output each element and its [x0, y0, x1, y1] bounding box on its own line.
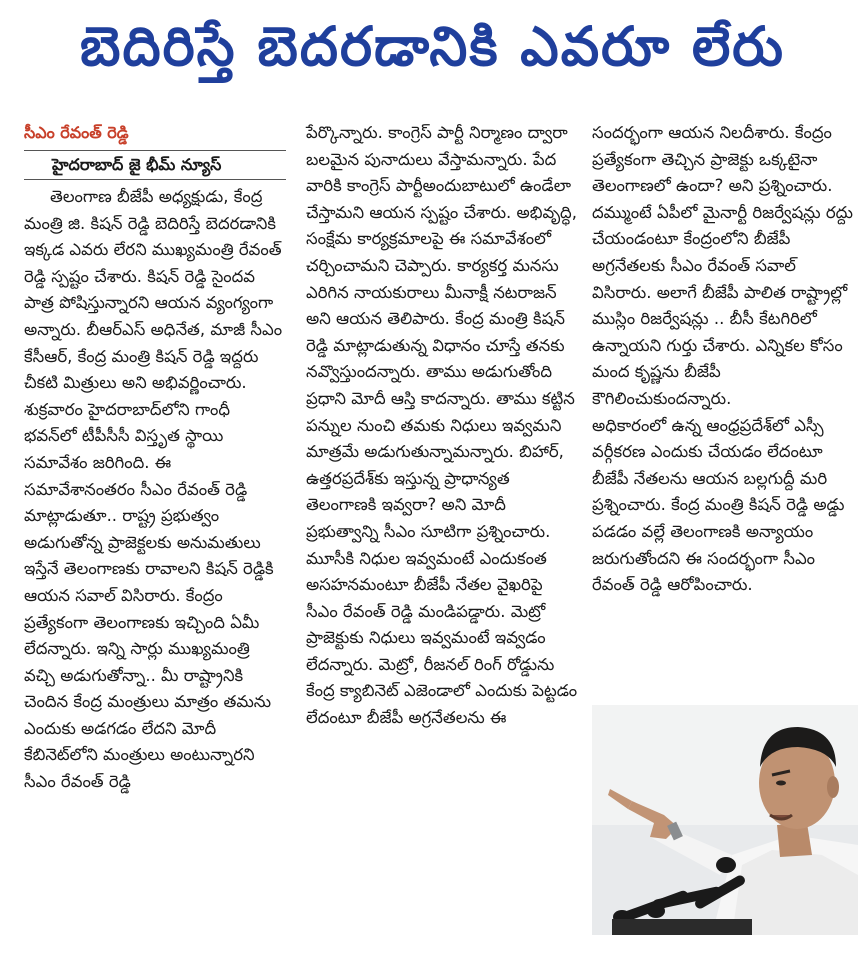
speaker-illustration — [592, 705, 858, 935]
headline: బెదిరిస్తే బెదరడానికి ఎవరూ లేరు — [80, 15, 785, 78]
article-column-3 — [592, 120, 854, 599]
byline: సీఎం రేవంత్ రెడ్డి — [24, 123, 129, 142]
article-paragraph: అధికారంలో ఉన్న ఆంధ్రప్రదేశ్‌లో ఎస్సీ వర్గీకరణ ఎందుకు చేయడం లేదంటూ బీజేపీ నేతలను ఆయన బల్లగుద్దీ మరి ప్రశ్నించారు. కేంద్ర మంత్రి కిషన్ రెడ్డి అడ్డు పడడం వల్లే తెలంగాణకి అన్యాయం జరుగుతోందని ఈ సందర్భంగా సీఎం రేవంత్ రెడ్డి ఆరోపించారు. — [592, 415, 845, 595]
dateline: హైదరాబాద్ జై భీమ్ న్యూస్ — [24, 150, 286, 180]
article-paragraph: తెలంగాణ బీజేపీ అధ్యక్షుడు, కేంద్ర మంత్రి జి. కిషన్ రెడ్డి బెదిరిస్తే బెదరడానికి ఇక్కడ ఎవరు లేరని ముఖ్యమంత్రి రేవంత్ రెడ్డి స్పష్టం చేశారు. కిషన్ రెడ్డి సైందవ పాత్ర పోషిస్తున్నారని ఆయన వ్యంగ్యంగా అన్నారు. బీఆర్ఎస్ అధినేత, మాజీ సీఎం కేసీఆర్, కేంద్ర మంత్రి కిషన్ రెడ్డి ఇద్దరు చీకటి మిత్రులు అని అభివర్ణించారు. శుక్రవారం హైదరాబాద్‌లోని గాంధీ భవన్‌లో టీపీసీసీ విస్తృత స్థాయి సమావేశం జరిగింది. ఈ సమావేశానంతరం సీఎం రేవంత్ రెడ్డి మాట్లాడుతూ.. రాష్ట్ర ప్రభుత్వం అడుగుతోన్న ప్రాజెక్టలకు అనుమతులు ఇస్తేనే తెలంగాణకు రావాలని కిషన్ రెడ్డికి ఆయన సవాల్ విసిరారు. కేంద్రం ప్రత్యేకంగా తెలంగాణకు ఇచ్చింది ఏమీ లేదన్నారు. ఇన్ని సార్లు ముఖ్యమంత్రి వచ్చి అడుగుతోన్నా.. మీ రాష్ట్రానికి చెందిన కేంద్ర మంత్రులు మాత్రం తమను ఎందుకు అడగడం లేదని మోదీ కేబినెట్‌లోని మంత్రులు అంటున్నారని సీఎం రేవంత్ రెడ్డి — [24, 187, 283, 792]
speaker-photo — [592, 705, 858, 935]
article-column-1 — [24, 120, 286, 796]
article-column-2 — [306, 120, 578, 732]
article-paragraph: పేర్కొన్నారు. కాంగ్రెస్ పార్టీ నిర్మాణం ద్వారా బలమైన పునాదులు వేస్తామన్నారు. పేద వారికి కాంగ్రెస్ పార్టీఅందుబాటులో ఉండేలా చేస్తామని ఆయన స్పష్టం చేశారు. అభివృద్ధి, సంక్షేమ కార్యక్రమాలపై ఈ సమావేశంలో చర్చించామని చెప్పారు. కార్యకర్త మనసు ఎరిగిన నాయకురాలు మీనాక్షీ నటరాజన్ అని ఆయన తెలిపారు. కేంద్ర మంత్రి కిషన్ రెడ్డి మాట్లాడుతున్న విధానం చూస్తే తనకు నవ్వొస్తుందన్నారు. తాము అడుగుతోంది ప్రధాని మోదీ ఆస్తి కాదన్నారు. తాము కట్టిన పన్నుల నుంచి తమకు నిధులు ఇవ్వమని మాత్రమే అడుగుతున్నామన్నారు. బిహార్, ఉత్తరప్రదేశ్‌కు ఇస్తున్న ప్రాధాన్యత తెలంగాణకి ఇవ్వరా? అని మోదీ ప్రభుత్వాన్ని సీఎం సూటిగా ప్రశ్నించారు. మూసీకి నిధుల ఇవ్వమంటే ఎందుకంత అసహనమంటూ బీజేపీ నేతల వైఖరిపై సీఎం రేవంత్ రెడ్డి మండిపడ్డారు. మెట్రో ప్రాజెక్టుకు నిధులు ఇవ్వమంటే ఇవ్వడం లేదన్నారు. మెట్రో, రీజనల్ రింగ్ రోడ్డును కేంద్ర క్యాబినెట్ ఎజెండాలో ఎందుకు పెట్టడం లేదంటూ బీజేపీ అగ్రనేతలను ఈ — [306, 123, 578, 728]
article-paragraph: సందర్భంగా ఆయన నిలదీశారు. కేంద్రం ప్రత్యేకంగా తెచ్చిన ప్రాజెక్టు ఒక్కటైనా తెలంగాణలో ఉందా? అని ప్రశ్నించారు. దమ్ముంటే ఏపీలో మైనార్టీ రిజర్వేషన్లు రద్దు చేయండంటూ కేంద్రంలోని బీజేపీ అగ్రనేతలకు సీఎం రేవంత్ సవాల్ విసిరారు. అలాగే బీజేపీ పాలిత రాష్ట్రాల్లో ముస్లిం రిజర్వేషన్లు .. బీసీ కేటగిరిలో ఉన్నాయని గుర్తు చేశారు. ఎన్నికల కోసం మంద కృష్ణను బీజేపీ కౌగిలించుకుందన్నారు. — [592, 123, 853, 408]
